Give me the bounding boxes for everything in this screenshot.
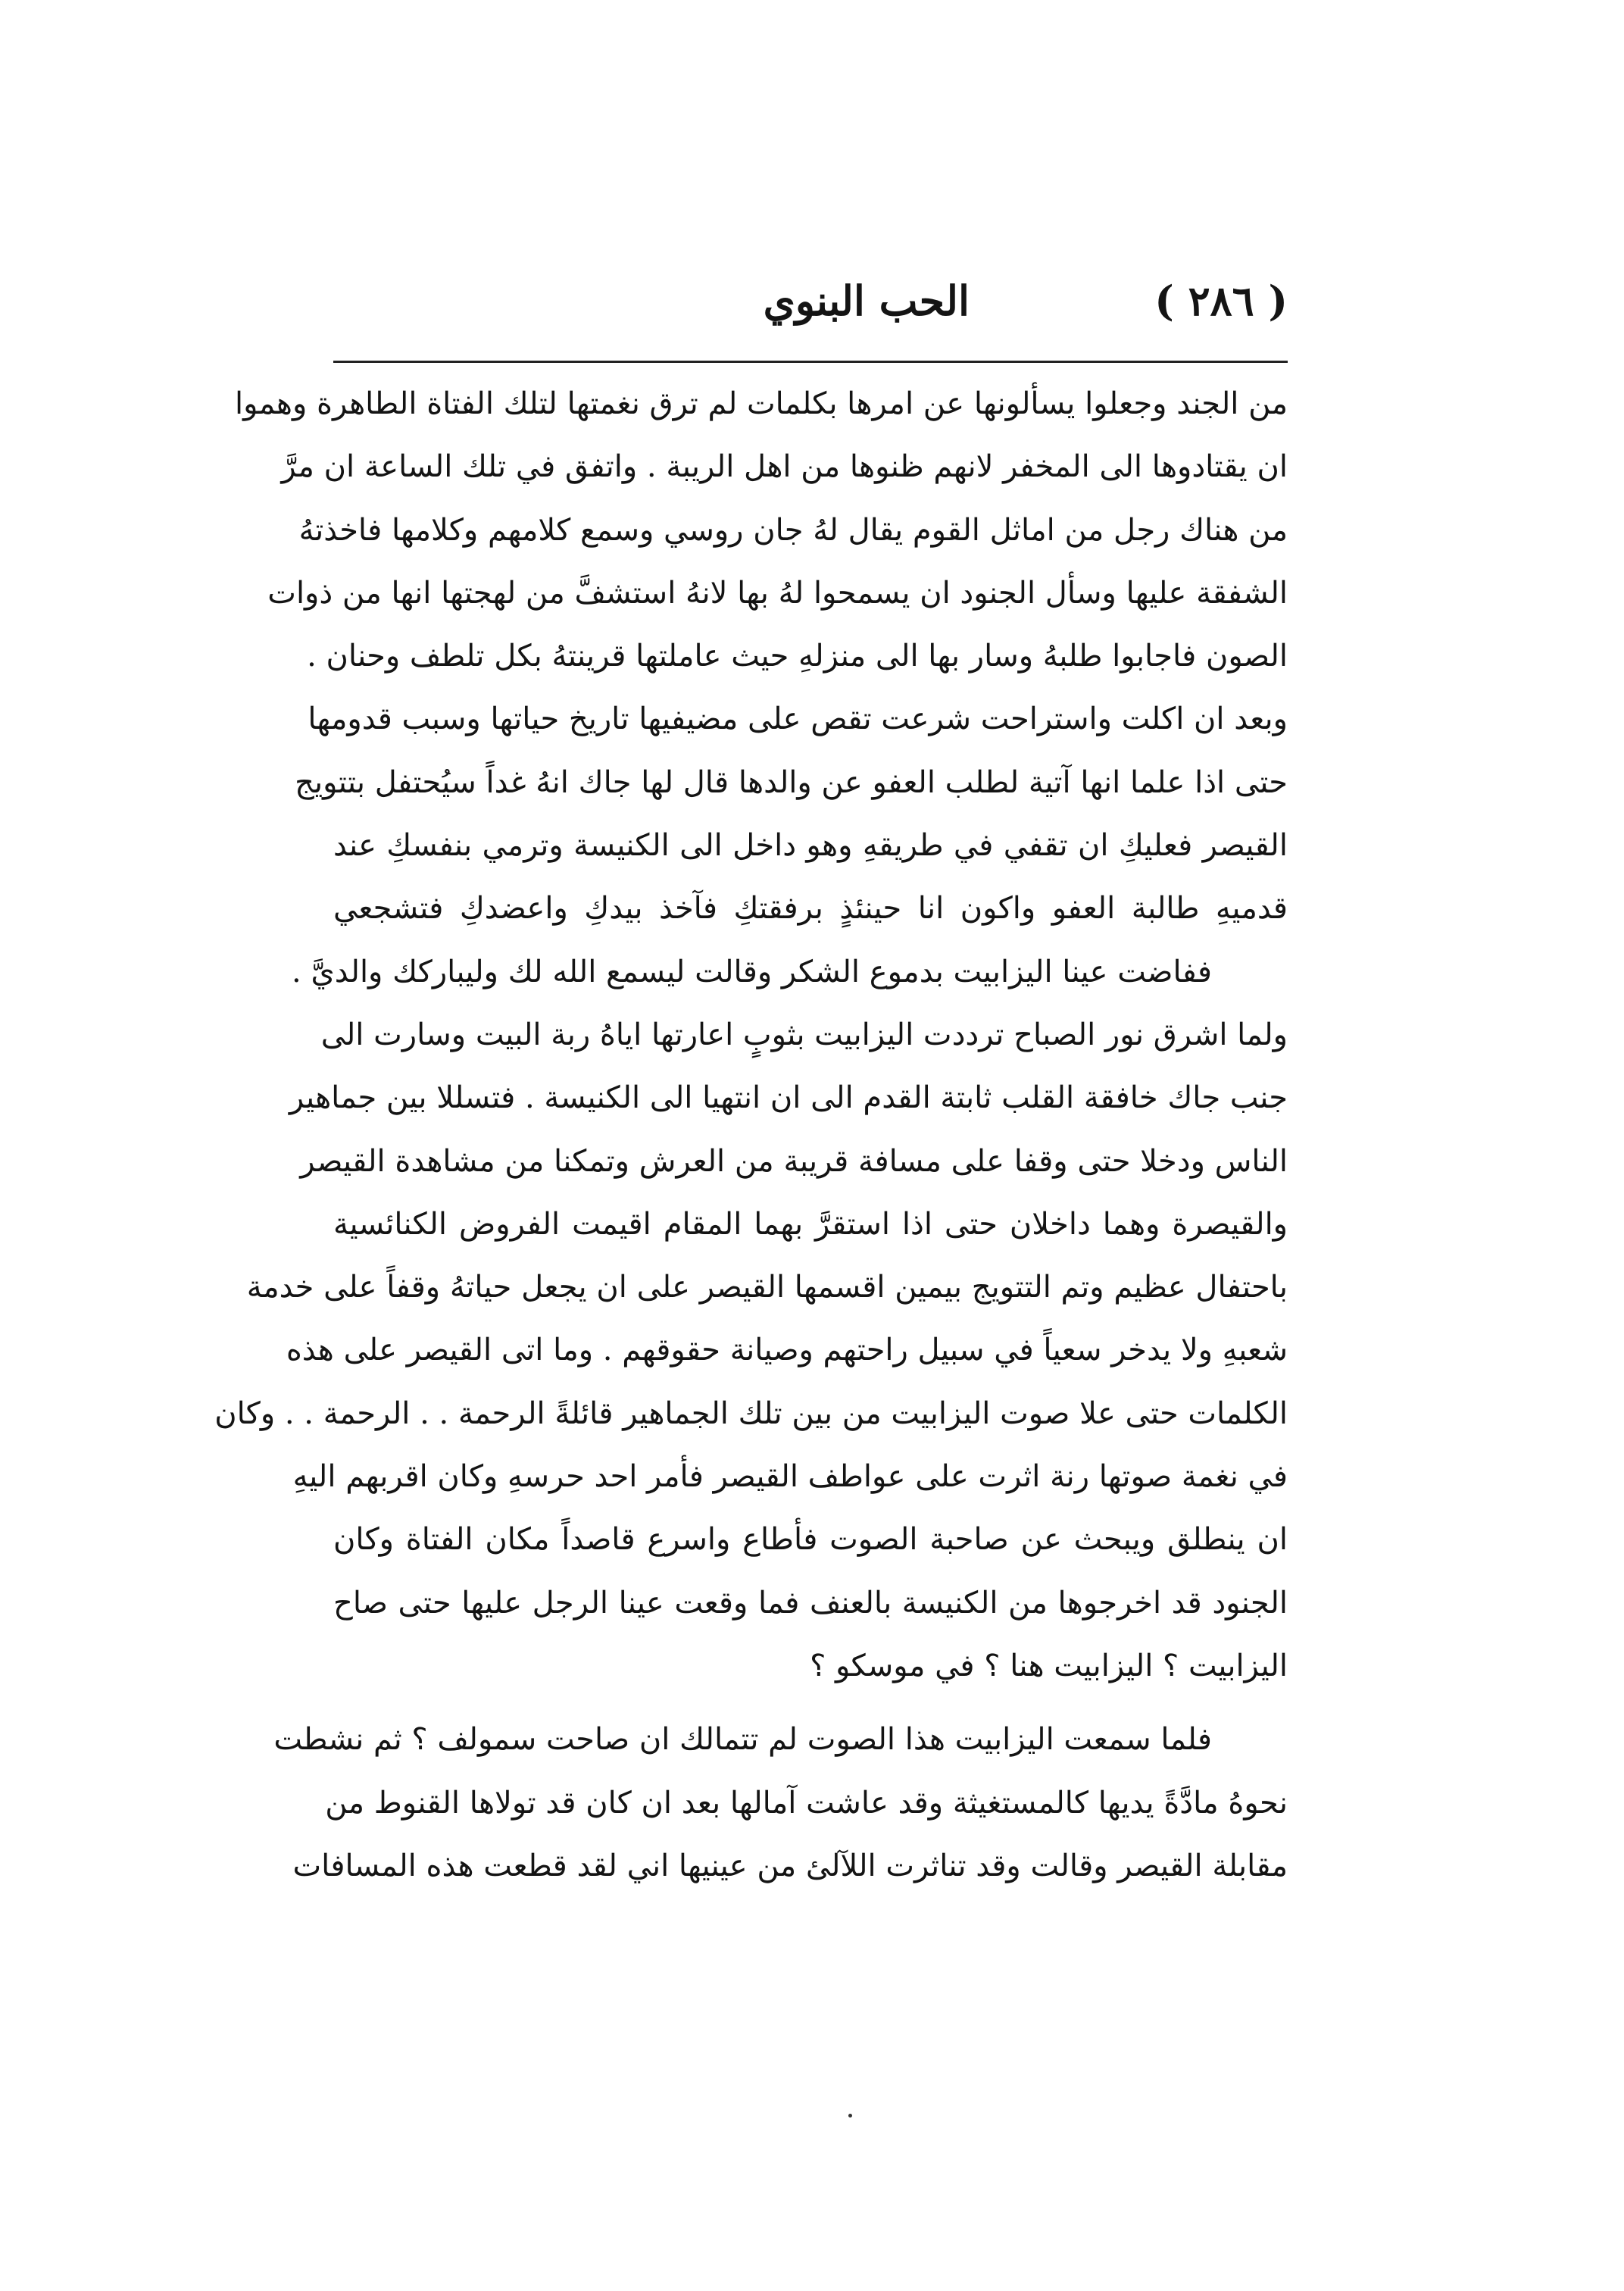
text-line-12: جنب جاك خافقة القلب ثابتة القدم الى ان انتهيا الى الكنيسة . فتسللا بين جماهير (289, 1080, 1288, 1116)
ink-speck (848, 2114, 852, 2118)
text-line-21: اليزابيت ؟ اليزابيت هنا ؟ في موسكو ؟ (810, 1648, 1288, 1683)
text-line-20: الجنود قد اخرجوها من الكنيسة بالعنف فما وقعت عينا الرجل عليها حتى صاح (333, 1585, 1288, 1621)
body-text (214, 373, 1288, 1898)
text-line-22: فلما سمعت اليزابيت هذا الصوت لم تتمالك ان صاحت سمولف ؟ ثم نشطت (273, 1722, 1212, 1758)
text-line-10: ففاضت عينا اليزابيت بدموع الشكر وقالت ليسمع الله لك وليباركك والديَّ . (292, 954, 1212, 989)
text-line-6: وبعد ان اكلت واستراحت شرعت تقص على مضيفيها تاريخ حياتها وسبب قدومها (308, 702, 1288, 737)
page-number: ( ٢٨٦ ) (1154, 277, 1288, 325)
text-line-13: الناس ودخلا حتى وقفا على مسافة قريبة من العرش وتمكنا من مشاهدة القيصر (300, 1143, 1288, 1179)
text-line-15: باحتفال عظيم وتم التتويج بيمين اقسمها القيصر على ان يجعل حياتهُ وقفاً على خدمة (246, 1270, 1288, 1305)
text-line-19: ان ينطلق ويبحث عن صاحبة الصوت فأطاع واسرع قاصداً مكان الفتاة وكان (333, 1522, 1288, 1558)
text-line-16: شعبهِ ولا يدخر سعياً في سبيل راحتهم وصيانة حقوقهم . وما اتى القيصر على هذه (286, 1333, 1288, 1368)
page-header (333, 269, 1288, 360)
text-line-4: الشفقة عليها وسأل الجنود ان يسمحوا لهُ بها لانهُ استشفَّ من لهجتها انها من ذوات (267, 575, 1288, 611)
text-line-9: قدميهِ طالبة العفو واكون انا حينئذٍ برفقتكِ فآخذ بيدكِ واعضدكِ فتشجعي (333, 891, 1288, 927)
text-line-3: من هناك رجل من اماثل القوم يقال لهُ جان روسي وسمع كلامهم وكلامها فاخذتهُ (298, 512, 1288, 548)
text-line-1: من الجند وجعلوا يسألونها عن امرها بكلمات لم ترق نغمتها لتلك الفتاة الطاهرة وهموا (235, 386, 1288, 421)
text-line-18: في نغمة صوتها رنة اثرت على عواطف القيصر فأمر احد حرسهِ وكان اقربهم اليهِ (292, 1459, 1288, 1495)
text-line-11: ولما اشرق نور الصباح ترددت اليزابيت بثوبٍ اعارتها اياهُ ربة البيت وسارت الى (320, 1017, 1288, 1052)
text-line-17: الكلمات حتى علا صوت اليزابيت من بين تلك الجماهير قائلةً الرحمة . . الرحمة . . وكان (214, 1396, 1288, 1431)
text-line-7: حتى اذا علما انها آتية لطلب العفو عن والدها قال لها جاك انهُ غداً سيُحتفل بتتويج (295, 764, 1288, 800)
text-line-24: مقابلة القيصر وقالت وقد تناثرت اللآلئ من عينيها اني لقد قطعت هذه المسافات (292, 1848, 1288, 1883)
header-rule (333, 361, 1288, 363)
text-line-14: والقيصرة وهما داخلان حتى اذا استقرَّ بهما المقام اقيمت الفروض الكنائسية (333, 1206, 1288, 1242)
running-title: الحب البنوي (763, 277, 970, 325)
text-line-8: القيصر فعليكِ ان تقفي في طريقهِ وهو داخل الى الكنيسة وترمي بنفسكِ عند (333, 828, 1288, 864)
text-line-5: الصون فاجابوا طلبهُ وسار بها الى منزلهِ حيث عاملتها قرينتهُ بكل تلطف وحنان . (307, 639, 1288, 674)
text-line-2: ان يقتادوها الى المخفر لانهم ظنوها من اهل الريبة . واتفق في تلك الساعة ان مرَّ (281, 449, 1288, 485)
text-line-23: نحوهُ مادَّةً يديها كالمستغيثة وقد عاشت آمالها بعد ان كان قد تولاها القنوط من (325, 1785, 1288, 1821)
